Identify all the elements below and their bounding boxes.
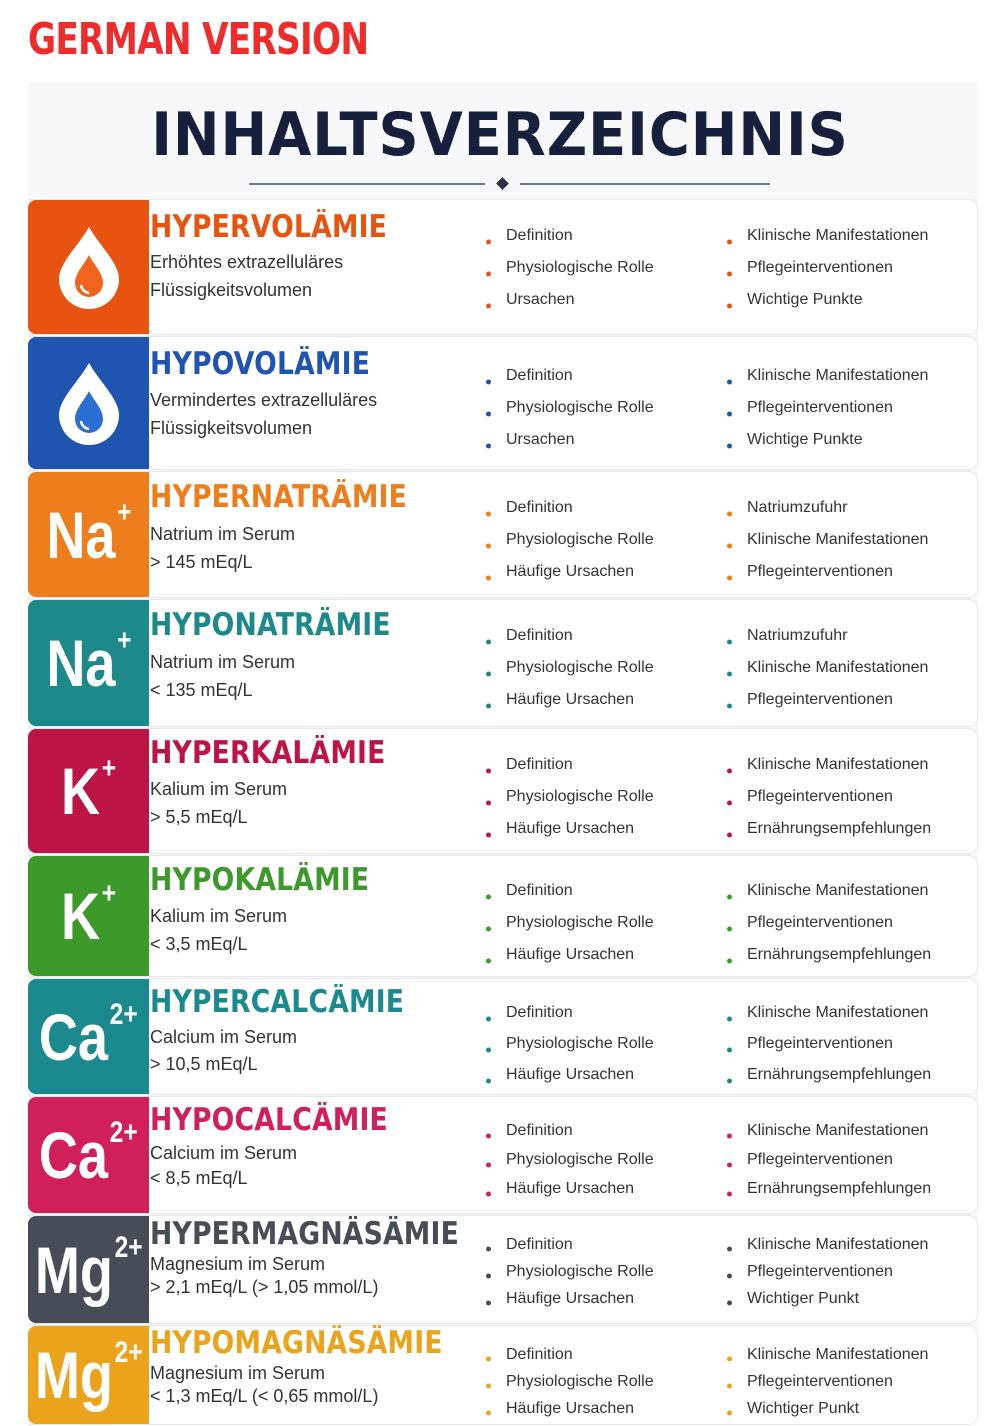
topic-right-list (727, 226, 928, 322)
list-item: Ernährungsempfehlungen (727, 1179, 931, 1208)
topic-title: HYPOCALCÄMIE (150, 1102, 388, 1138)
topic-left-list (486, 1235, 654, 1316)
list-item: Definition (486, 226, 654, 258)
topic-subtitle: Flüssigkeitsvolumen (150, 417, 313, 438)
topic-title: HYPERKALÄMIE (150, 735, 386, 771)
element-symbol: Na+ (45, 495, 132, 572)
magnesium-icon (28, 1216, 149, 1323)
topic-subtitle: < 8,5 mEq/L (150, 1167, 248, 1188)
list-item: Wichtiger Punkt (727, 1399, 928, 1426)
topic-left-list (486, 881, 654, 977)
magnesium-icon (28, 1326, 149, 1424)
calcium-icon (28, 1097, 149, 1213)
list-item: Definition (486, 498, 654, 530)
list-item: Physiologische Rolle (486, 913, 654, 945)
list-item: Häufige Ursachen (486, 819, 654, 851)
list-item: Natriumzufuhr (727, 626, 928, 658)
topic-title: HYPERNATRÄMIE (150, 479, 408, 515)
list-item: Häufige Ursachen (486, 1065, 654, 1096)
list-item: Wichtige Punkte (727, 290, 928, 322)
list-item: Physiologische Rolle (486, 658, 654, 690)
topic-subtitle: > 10,5 mEq/L (150, 1053, 258, 1074)
list-item: Häufige Ursachen (486, 1179, 654, 1208)
topic-right-list (727, 755, 931, 851)
drop-blue-icon (28, 337, 149, 469)
topic-title: HYPONATRÄMIE (150, 607, 391, 643)
element-symbol: K+ (60, 752, 117, 828)
list-item: Natriumzufuhr (727, 498, 928, 530)
element-symbol: K+ (60, 877, 117, 953)
list-item: Pflegeinterventionen (727, 690, 928, 722)
version-label: GERMAN VERSION (28, 14, 369, 65)
element-symbol: $Mg^{2+}$ (34, 1230, 143, 1307)
list-item: Pflegeinterventionen (727, 1262, 928, 1289)
topic-subtitle: Kalium im Serum (150, 779, 288, 799)
list-item: Klinische Manifestationen (727, 755, 931, 787)
topic-title: HYPOVOLÄMIE (150, 346, 371, 382)
list-item: Physiologische Rolle (486, 530, 654, 562)
topic-title: HYPERMAGNÄSÄMIE (150, 1216, 459, 1252)
topic-subtitle: Magnesium im Serum (150, 1254, 326, 1274)
drop-orange-icon (28, 200, 149, 334)
list-item: Pflegeinterventionen (727, 1150, 931, 1179)
potassium-icon (28, 729, 149, 853)
list-item: Wichtiger Punkt (727, 1289, 928, 1316)
list-item: Ursachen (486, 290, 654, 322)
topic-subtitle: Kalium im Serum (150, 906, 288, 926)
potassium-icon (28, 856, 149, 976)
list-item: Pflegeinterventionen (727, 258, 928, 290)
title-divider-left (249, 183, 485, 185)
topic-subtitle: Magnesium im Serum (150, 1363, 326, 1383)
topic-title: HYPOKALÄMIE (150, 862, 370, 898)
list-item: Definition (486, 755, 654, 787)
list-item: Physiologische Rolle (486, 1150, 654, 1179)
list-item: Pflegeinterventionen (727, 562, 928, 594)
list-item: Klinische Manifestationen (727, 881, 931, 913)
topic-right-list (727, 498, 928, 594)
list-item: Definition (486, 626, 654, 658)
list-item: Definition (486, 1003, 654, 1034)
list-item: Klinische Manifestationen (727, 366, 928, 398)
list-item: Klinische Manifestationen (727, 530, 928, 562)
list-item: Klinische Manifestationen (727, 1345, 928, 1372)
list-item: Definition (486, 1235, 654, 1262)
topic-subtitle: Flüssigkeitsvolumen (150, 279, 313, 300)
topic-left-list (486, 1003, 654, 1096)
list-item: Physiologische Rolle (486, 258, 654, 290)
sodium-icon (28, 472, 149, 597)
element-symbol: Na+ (45, 624, 132, 700)
list-item: Definition (486, 1121, 654, 1150)
element-symbol: $Ca^{2+}$ (39, 1116, 138, 1192)
list-item: Physiologische Rolle (486, 1262, 654, 1289)
list-item: Definition (486, 1345, 654, 1372)
list-item: Ernährungsempfehlungen (727, 1065, 931, 1096)
list-item: Definition (486, 881, 654, 913)
topic-title: HYPERVOLÄMIE (150, 209, 388, 245)
topic-subtitle: < 1,3 mEq/L (< 0,65 mmol/L) (150, 1386, 379, 1407)
list-item: Wichtige Punkte (727, 430, 928, 462)
topic-right-list (727, 366, 928, 462)
topic-left-list (486, 755, 654, 851)
list-item: Klinische Manifestationen (727, 1003, 931, 1034)
list-item: Klinische Manifestationen (727, 1235, 928, 1262)
calcium-icon (28, 979, 149, 1094)
list-item: Häufige Ursachen (486, 1399, 654, 1426)
topic-left-list (486, 366, 654, 462)
topic-left-list (486, 1121, 654, 1208)
list-item: Pflegeinterventionen (727, 1034, 931, 1065)
list-item: Definition (486, 366, 654, 398)
topic-right-list (727, 1235, 928, 1316)
sodium-icon (28, 600, 149, 726)
topic-right-list (727, 626, 928, 722)
topic-right-list (727, 881, 931, 977)
topic-subtitle: Erhöhtes extrazelluläres (150, 252, 344, 272)
topic-subtitle: > 5,5 mEq/L (150, 806, 248, 827)
topic-subtitle: > 145 mEq/L (150, 551, 253, 572)
topic-title: HYPERCALCÄMIE (150, 984, 405, 1020)
list-item: Häufige Ursachen (486, 690, 654, 722)
topic-left-list (486, 226, 654, 322)
list-item: Klinische Manifestationen (727, 658, 928, 690)
list-item: Physiologische Rolle (486, 787, 654, 819)
page-title: INHALTSVERZEICHNIS (151, 100, 849, 170)
list-item: Pflegeinterventionen (727, 1372, 928, 1399)
topic-subtitle: Natrium im Serum (150, 652, 296, 672)
topic-right-list (727, 1121, 931, 1208)
topic-subtitle: > 2,1 mEq/L (> 1,05 mmol/L) (150, 1277, 379, 1298)
element-symbol: $Ca^{2+}$ (39, 997, 138, 1074)
topic-subtitle: Vermindertes extrazelluläres (150, 390, 378, 410)
list-item: Ernährungsempfehlungen (727, 819, 931, 851)
list-item: Häufige Ursachen (486, 562, 654, 594)
list-item: Pflegeinterventionen (727, 398, 928, 430)
topic-title: HYPOMAGNÄSÄMIE (150, 1325, 443, 1361)
list-item: Klinische Manifestationen (727, 1121, 931, 1150)
element-symbol: $Mg^{2+}$ (34, 1336, 143, 1412)
title-divider-right (520, 183, 770, 185)
list-item: Physiologische Rolle (486, 1034, 654, 1065)
list-item: Ursachen (486, 430, 654, 462)
list-item: Ernährungsempfehlungen (727, 945, 931, 977)
topic-subtitle: Calcium im Serum (150, 1027, 298, 1047)
list-item: Physiologische Rolle (486, 398, 654, 430)
list-item: Klinische Manifestationen (727, 226, 928, 258)
list-item: Physiologische Rolle (486, 1372, 654, 1399)
list-item: Häufige Ursachen (486, 945, 654, 977)
topic-right-list (727, 1003, 931, 1096)
topic-subtitle: Natrium im Serum (150, 524, 296, 544)
topic-left-list (486, 498, 654, 594)
topic-subtitle: Calcium im Serum (150, 1143, 298, 1163)
list-item: Pflegeinterventionen (727, 913, 931, 945)
topic-subtitle: < 3,5 mEq/L (150, 933, 248, 954)
topic-left-list (486, 626, 654, 722)
list-item: Häufige Ursachen (486, 1289, 654, 1316)
list-item: Pflegeinterventionen (727, 787, 931, 819)
topic-subtitle: < 135 mEq/L (150, 679, 253, 700)
